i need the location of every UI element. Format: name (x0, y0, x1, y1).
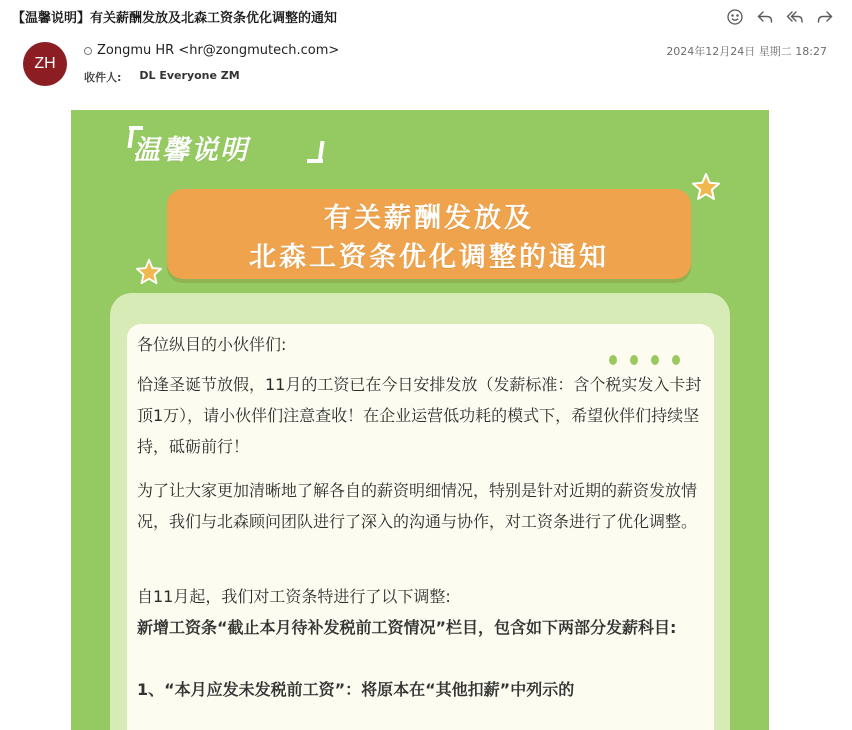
paragraph-optimization: 为了让大家更加清晰地了解各自的薪资明细情况，特别是针对近期的薪资发放情况，我们与北森顾问团队进行了深入的沟通与协作，对工资条进行了优化调整。 (137, 481, 698, 531)
notice-card (127, 324, 714, 730)
recipient-label: 收件人: (84, 71, 122, 84)
forward-icon[interactable] (816, 8, 834, 26)
status-circle-icon (84, 47, 92, 55)
star-icon (691, 172, 721, 202)
paragraph-item-1: 1、“本月应发未发税前工资”：将原本在“其他扣薪”中列示的 (137, 680, 575, 699)
smiley-icon[interactable] (726, 8, 744, 26)
email-subject: 【温馨说明】有关薪酬发放及北森工资条优化调整的通知 (12, 11, 338, 26)
paragraph-new-section: 新增工资条“截止本月待补发税前工资情况”栏目，包含如下两部分发薪科目: (137, 618, 677, 637)
reply-all-icon[interactable] (786, 8, 804, 26)
email-body-poster (71, 110, 769, 730)
sender-line[interactable] (84, 43, 339, 58)
sender-address[interactable]: Zongmu HR <hr@zongmutech.com> (97, 43, 340, 58)
avatar[interactable]: ZH (23, 42, 67, 86)
tag-title: 温馨说明 (133, 135, 249, 166)
recipient-row (84, 69, 240, 85)
greeting: 各位纵目的小伙伴们: (137, 335, 287, 354)
email-date: 2024年12月24日 星期二 18:27 (666, 45, 827, 58)
email-toolbar (726, 8, 834, 26)
star-icon (135, 258, 163, 286)
banner-title-line1: 有关薪酬发放及 (324, 203, 534, 234)
title-banner (167, 189, 691, 279)
bracket-bottom-right-vertical (317, 141, 324, 163)
reply-icon[interactable] (756, 8, 774, 26)
paragraph-adjustments-intro: 自11月起，我们对工资条特进行了以下调整: (137, 587, 451, 606)
recipient-value[interactable]: DL Everyone ZM (139, 69, 240, 82)
banner-title-line2: 北森工资条优化调整的通知 (249, 242, 609, 273)
paragraph-payroll: 恰逢圣诞节放假，11月的工资已在今日安排发放（发薪标准：含个税实发入卡封顶1万），请小伙伴们注意查收！在企业运营低功耗的模式下，希望伙伴们持续坚持，砥砺前行！ (137, 375, 702, 456)
